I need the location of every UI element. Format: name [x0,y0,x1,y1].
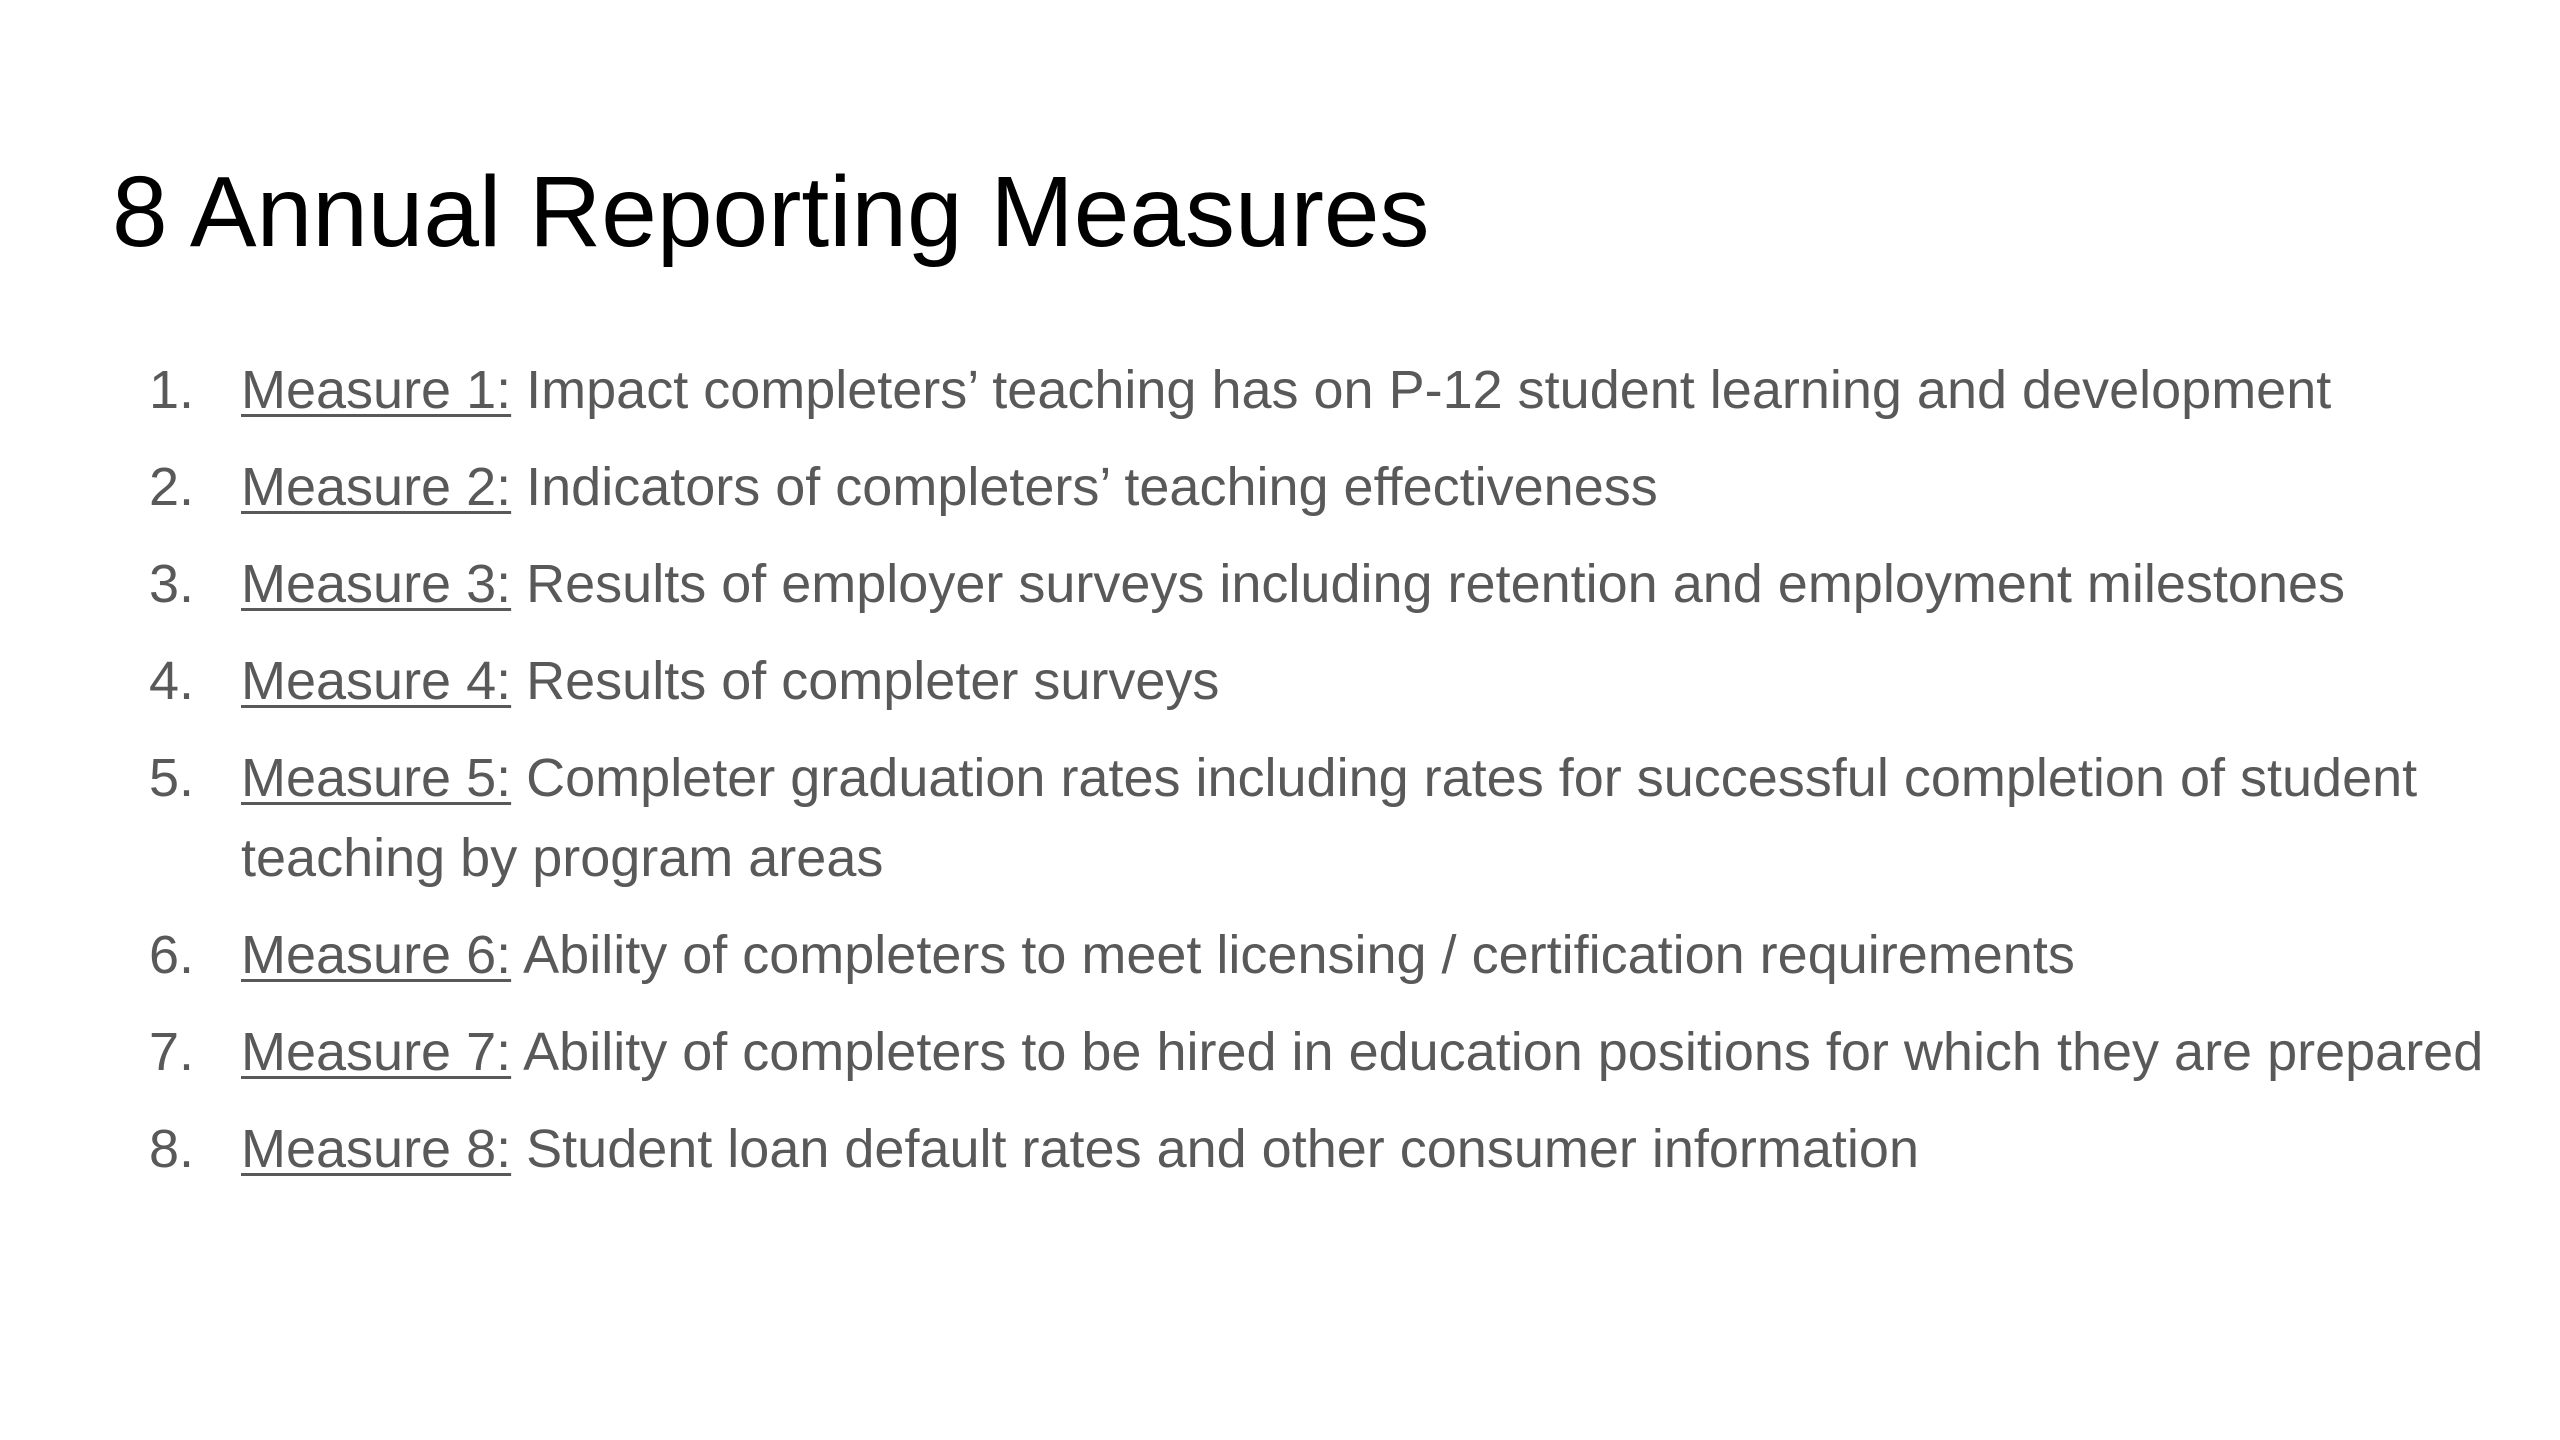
measure-6-link[interactable]: Measure 6: [241,925,512,985]
measure-item-4 [0,641,2491,721]
measure-5-link[interactable]: Measure 5: [241,748,512,808]
measure-description: Ability of completers to be hired in education positions for which they are prepared [511,1022,2484,1082]
measure-1-link[interactable]: Measure 1: [241,360,512,420]
slide-title: 8 Annual Reporting Measures [112,156,1430,268]
measure-item-2 [0,447,2491,527]
list-number: 6. [149,925,195,985]
measure-description: Results of completer surveys [511,651,1220,711]
measure-description: Results of employer surveys including retention and employment milestones [511,554,2346,614]
measure-list [0,350,2500,1206]
measure-2-link[interactable]: Measure 2: [241,457,512,517]
measure-3-link[interactable]: Measure 3: [241,554,512,614]
list-number: 8. [149,1119,195,1179]
measure-description: Student loan default rates and other consumer information [511,1119,1919,1179]
measure-item-5 [0,738,2491,898]
measure-item-6 [0,915,2491,995]
measure-7-link[interactable]: Measure 7: [241,1022,512,1082]
measure-description: Completer graduation rates including rates for successful completion of student teaching by program areas [241,748,2418,888]
list-number: 1. [149,360,195,420]
measure-item-3 [0,544,2491,624]
measure-item-8 [0,1109,2491,1189]
measure-8-link[interactable]: Measure 8: [241,1119,512,1179]
measure-description: Ability of completers to meet licensing / certification requirements [511,925,2075,985]
list-number: 7. [149,1022,195,1082]
list-number: 3. [149,554,195,614]
list-number: 2. [149,457,195,517]
measure-item-7 [0,1012,2491,1092]
measure-description: Indicators of completers’ teaching effectiveness [511,457,1658,517]
measure-item-1 [0,350,2491,430]
list-number: 5. [149,748,195,808]
measure-description: Impact completers’ teaching has on P-12 student learning and development [511,360,2332,420]
measure-4-link[interactable]: Measure 4: [241,651,512,711]
list-number: 4. [149,651,195,711]
